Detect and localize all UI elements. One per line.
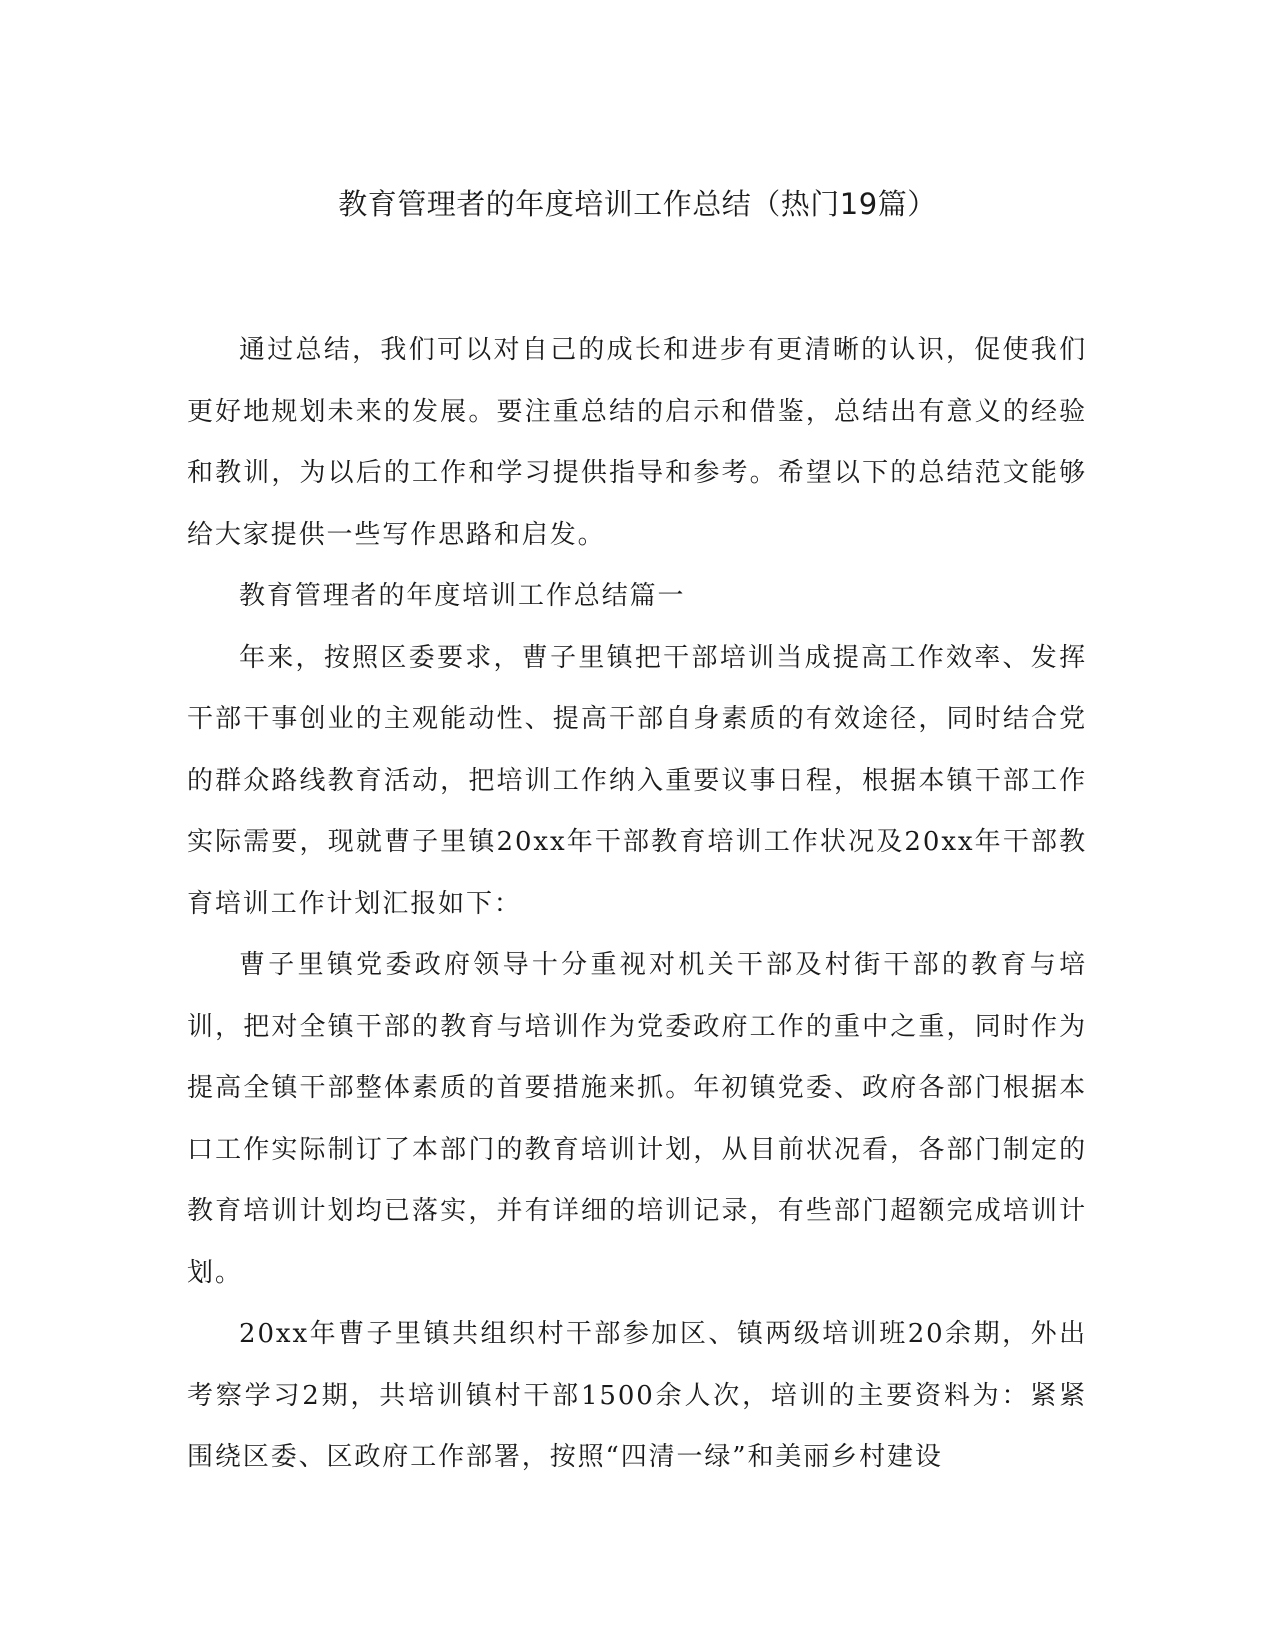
- document-body: [187, 320, 1087, 1489]
- intro-paragraph: 通过总结，我们可以对自己的成长和进步有更清晰的认识，促使我们更好地规划未来的发展。要注重总结的启示和借鉴，总结出有意义的经验和教训，为以后的工作和学习提供指导和参考。希望以下的总结范文能够给大家提供一些写作思路和启发。: [187, 335, 1087, 550]
- body-paragraph: 曹子里镇党委政府领导十分重视对机关干部及村街干部的教育与培训，把对全镇干部的教育与培训作为党委政府工作的重中之重，同时作为提高全镇干部整体素质的首要措施来抓。年初镇党委、政府各部门根据本口工作实际制订了本部门的教育培训计划，从目前状况看，各部门制定的教育培训计划均已落实，并有详细的培训记录，有些部门超额完成培训计划。: [187, 950, 1087, 1288]
- document-title: 教育管理者的年度培训工作总结（热门19篇）: [338, 187, 937, 221]
- body-paragraph: 20xx年曹子里镇共组织村干部参加区、镇两级培训班20余期，外出考察学习2期，共培训镇村干部1500余人次，培训的主要资料为：紧紧围绕区委、区政府工作部署，按照“四清一绿”和美丽乡村建设: [187, 1319, 1087, 1472]
- section-heading: 教育管理者的年度培训工作总结篇一: [239, 581, 686, 611]
- body-paragraph: 年来，按照区委要求，曹子里镇把干部培训当成提高工作效率、发挥干部干事创业的主观能动性、提高干部自身素质的有效途径，同时结合党的群众路线教育活动，把培训工作纳入重要议事日程，根据本镇干部工作实际需要，现就曹子里镇20xx年干部教育培训工作状况及20xx年干部教育培训工作计划汇报如下：: [187, 642, 1087, 919]
